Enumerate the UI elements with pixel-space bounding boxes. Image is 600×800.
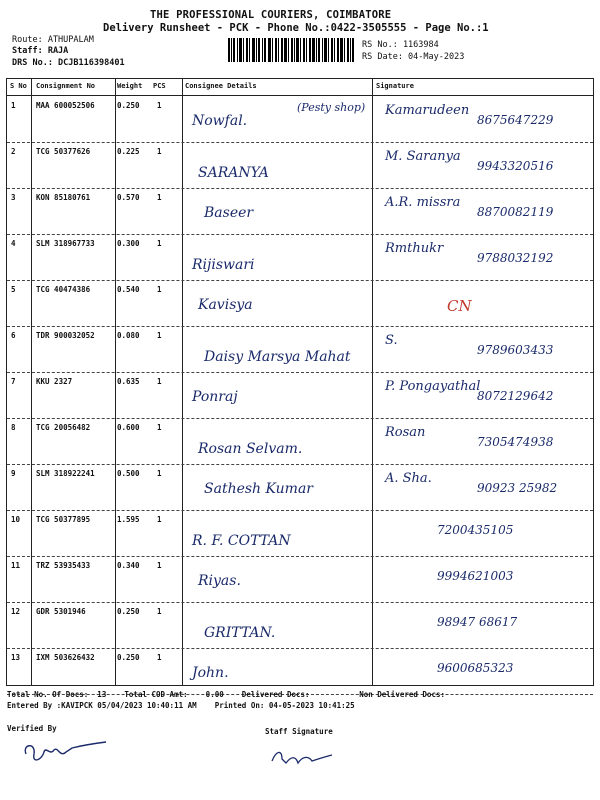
serial-number: 3 [11,193,16,202]
serial-number: 7 [11,377,16,386]
recipient-phone: 9789603433 [477,343,554,357]
consignment-number: KON 85180761 [36,193,91,202]
consignment-number: TRZ 53935433 [36,561,91,570]
pieces-count: 1 [157,653,162,662]
consignee-name: Baseer [204,205,254,221]
recipient-phone: 98947 68617 [437,615,518,629]
pieces-count: 1 [157,469,162,478]
weight-value: 0.250 [117,101,140,110]
staff-signature-mark [268,743,338,771]
consignment-number: TCG 40474386 [36,285,91,294]
recipient-phone: 7200435105 [437,523,514,537]
staff-signature-label: Staff Signature [265,727,333,736]
consignment-number: GDR 5301946 [36,607,86,616]
drs-number: DRS No.: DCJB116398401 [12,58,125,68]
consignment-number: TCG 50377626 [36,147,91,156]
table-row [7,419,593,465]
recipient-phone: 8675647229 [477,113,554,127]
consignee-name: John. [192,665,229,681]
table-row [7,557,593,603]
route-label: Route: ATHUPALAM [12,35,94,45]
column-header-weight: Weight [117,82,143,90]
entered-by-line: Entered By :KAVIPCK 05/04/2023 10:40:11 AM Printed On: 04-05-2023 10:41:25 [7,701,355,710]
totals-line: Total No. Of Docs: 13 Total COD Amt: 0.00 Delivered Docs: Non Delivered Docs: [7,690,445,699]
pieces-count: 1 [157,285,162,294]
consignment-number: IXM 503626432 [36,653,95,662]
consignment-number: KKU 2327 [36,377,73,386]
recipient-phone: 9788032192 [477,251,554,265]
serial-number: 4 [11,239,16,248]
pieces-count: 1 [157,377,162,386]
weight-value: 0.250 [117,607,140,616]
recipient-phone: 8072129642 [477,389,554,403]
consignment-number: TCG 20056482 [36,423,91,432]
consignment-number: MAA 600052506 [36,101,95,110]
consignee-name: Nowfal. [192,113,248,129]
weight-value: 0.340 [117,561,140,570]
weight-value: 0.225 [117,147,140,156]
consignee-name: SARANYA [198,165,269,181]
weight-value: 0.300 [117,239,140,248]
consignee-name: Rijiswari [192,257,255,273]
weight-value: 1.595 [117,515,140,524]
header-divider [7,95,593,96]
pieces-count: 1 [157,147,162,156]
consignee-name: Sathesh Kumar [204,481,313,497]
recipient-signature: A. Sha. [385,471,432,486]
table-row [7,281,593,327]
recipient-phone: 7305474938 [477,435,554,449]
column-header-signature: Signature [376,82,414,90]
recipient-phone: 9943320516 [477,159,554,173]
consignee-name: GRITTAN. [204,625,276,641]
table-row [7,373,593,419]
pieces-count: 1 [157,607,162,616]
recipient-signature: S. [385,333,398,348]
table-row [7,235,593,281]
recipient-signature: Kamarudeen [385,103,470,118]
column-header-pcs: PCS [153,82,166,90]
runsheet-table [6,78,594,686]
rs-number: RS No.: 1163984 [362,40,439,50]
recipient-signature: Rosan [385,425,426,440]
serial-number: 8 [11,423,16,432]
verified-by-label: Verified By [7,724,57,733]
recipient-signature: M. Saranya [385,149,461,164]
consignee-name: R. F. COTTAN [192,533,291,549]
consignment-number: SLM 318922241 [36,469,95,478]
company-title: THE PROFESSIONAL COURIERS, COIMBATORE [150,9,392,21]
consignee-name: Daisy Marsya Mahat [204,349,351,365]
table-row [7,465,593,511]
table-row [7,603,593,649]
serial-number: 10 [11,515,21,524]
barcode-image [228,38,354,62]
serial-number: 12 [11,607,21,616]
consignment-number: TCG 50377895 [36,515,91,524]
table-row [7,143,593,189]
recipient-signature: A.R. missra [385,195,461,210]
table-row [7,97,593,143]
verifier-signature [20,734,110,770]
recipient-signature: P. Pongayathal [385,379,481,394]
column-header-sno: S No [10,82,27,90]
consignee-name: Rosan Selvam. [198,441,303,457]
consignee-name: Kavisya [198,297,253,313]
pieces-count: 1 [157,515,162,524]
table-row [7,649,593,695]
pieces-count: 1 [157,423,162,432]
weight-value: 0.250 [117,653,140,662]
pieces-count: 1 [157,331,162,340]
staff-label: Staff: RAJA [12,46,69,56]
serial-number: 6 [11,331,16,340]
weight-value: 0.080 [117,331,140,340]
table-row [7,511,593,557]
weight-value: 0.570 [117,193,140,202]
table-row [7,327,593,373]
weight-value: 0.600 [117,423,140,432]
recipient-phone: 8870082119 [477,205,554,219]
consignee-name: Ponraj [192,389,238,405]
serial-number: 13 [11,653,21,662]
table-row [7,189,593,235]
pieces-count: 1 [157,561,162,570]
recipient-phone: 9600685323 [437,661,514,675]
consignee-name: Riyas. [198,573,241,589]
weight-value: 0.540 [117,285,140,294]
column-header-consignee: Consignee Details [185,82,257,90]
serial-number: 5 [11,285,16,294]
runsheet-subtitle: Delivery Runsheet - PCK - Phone No.:0422-3505555 - Page No.:1 [103,22,489,34]
consignment-number: TDR 900032052 [36,331,95,340]
recipient-phone: 9994621003 [437,569,514,583]
column-header-consignment: Consignment No [36,82,96,90]
weight-value: 0.500 [117,469,140,478]
consignment-number: SLM 318967733 [36,239,95,248]
consignee-note: (Pesty shop) [297,101,366,114]
serial-number: 11 [11,561,21,570]
recipient-phone: 90923 25982 [477,481,558,495]
serial-number: 9 [11,469,16,478]
recipient-signature: Rmthukr [385,241,444,256]
pieces-count: 1 [157,239,162,248]
pieces-count: 1 [157,193,162,202]
serial-number: 2 [11,147,16,156]
weight-value: 0.635 [117,377,140,386]
rs-date: RS Date: 04-May-2023 [362,52,465,62]
pieces-count: 1 [157,101,162,110]
serial-number: 1 [11,101,16,110]
recipient-signature: CN [447,297,472,315]
